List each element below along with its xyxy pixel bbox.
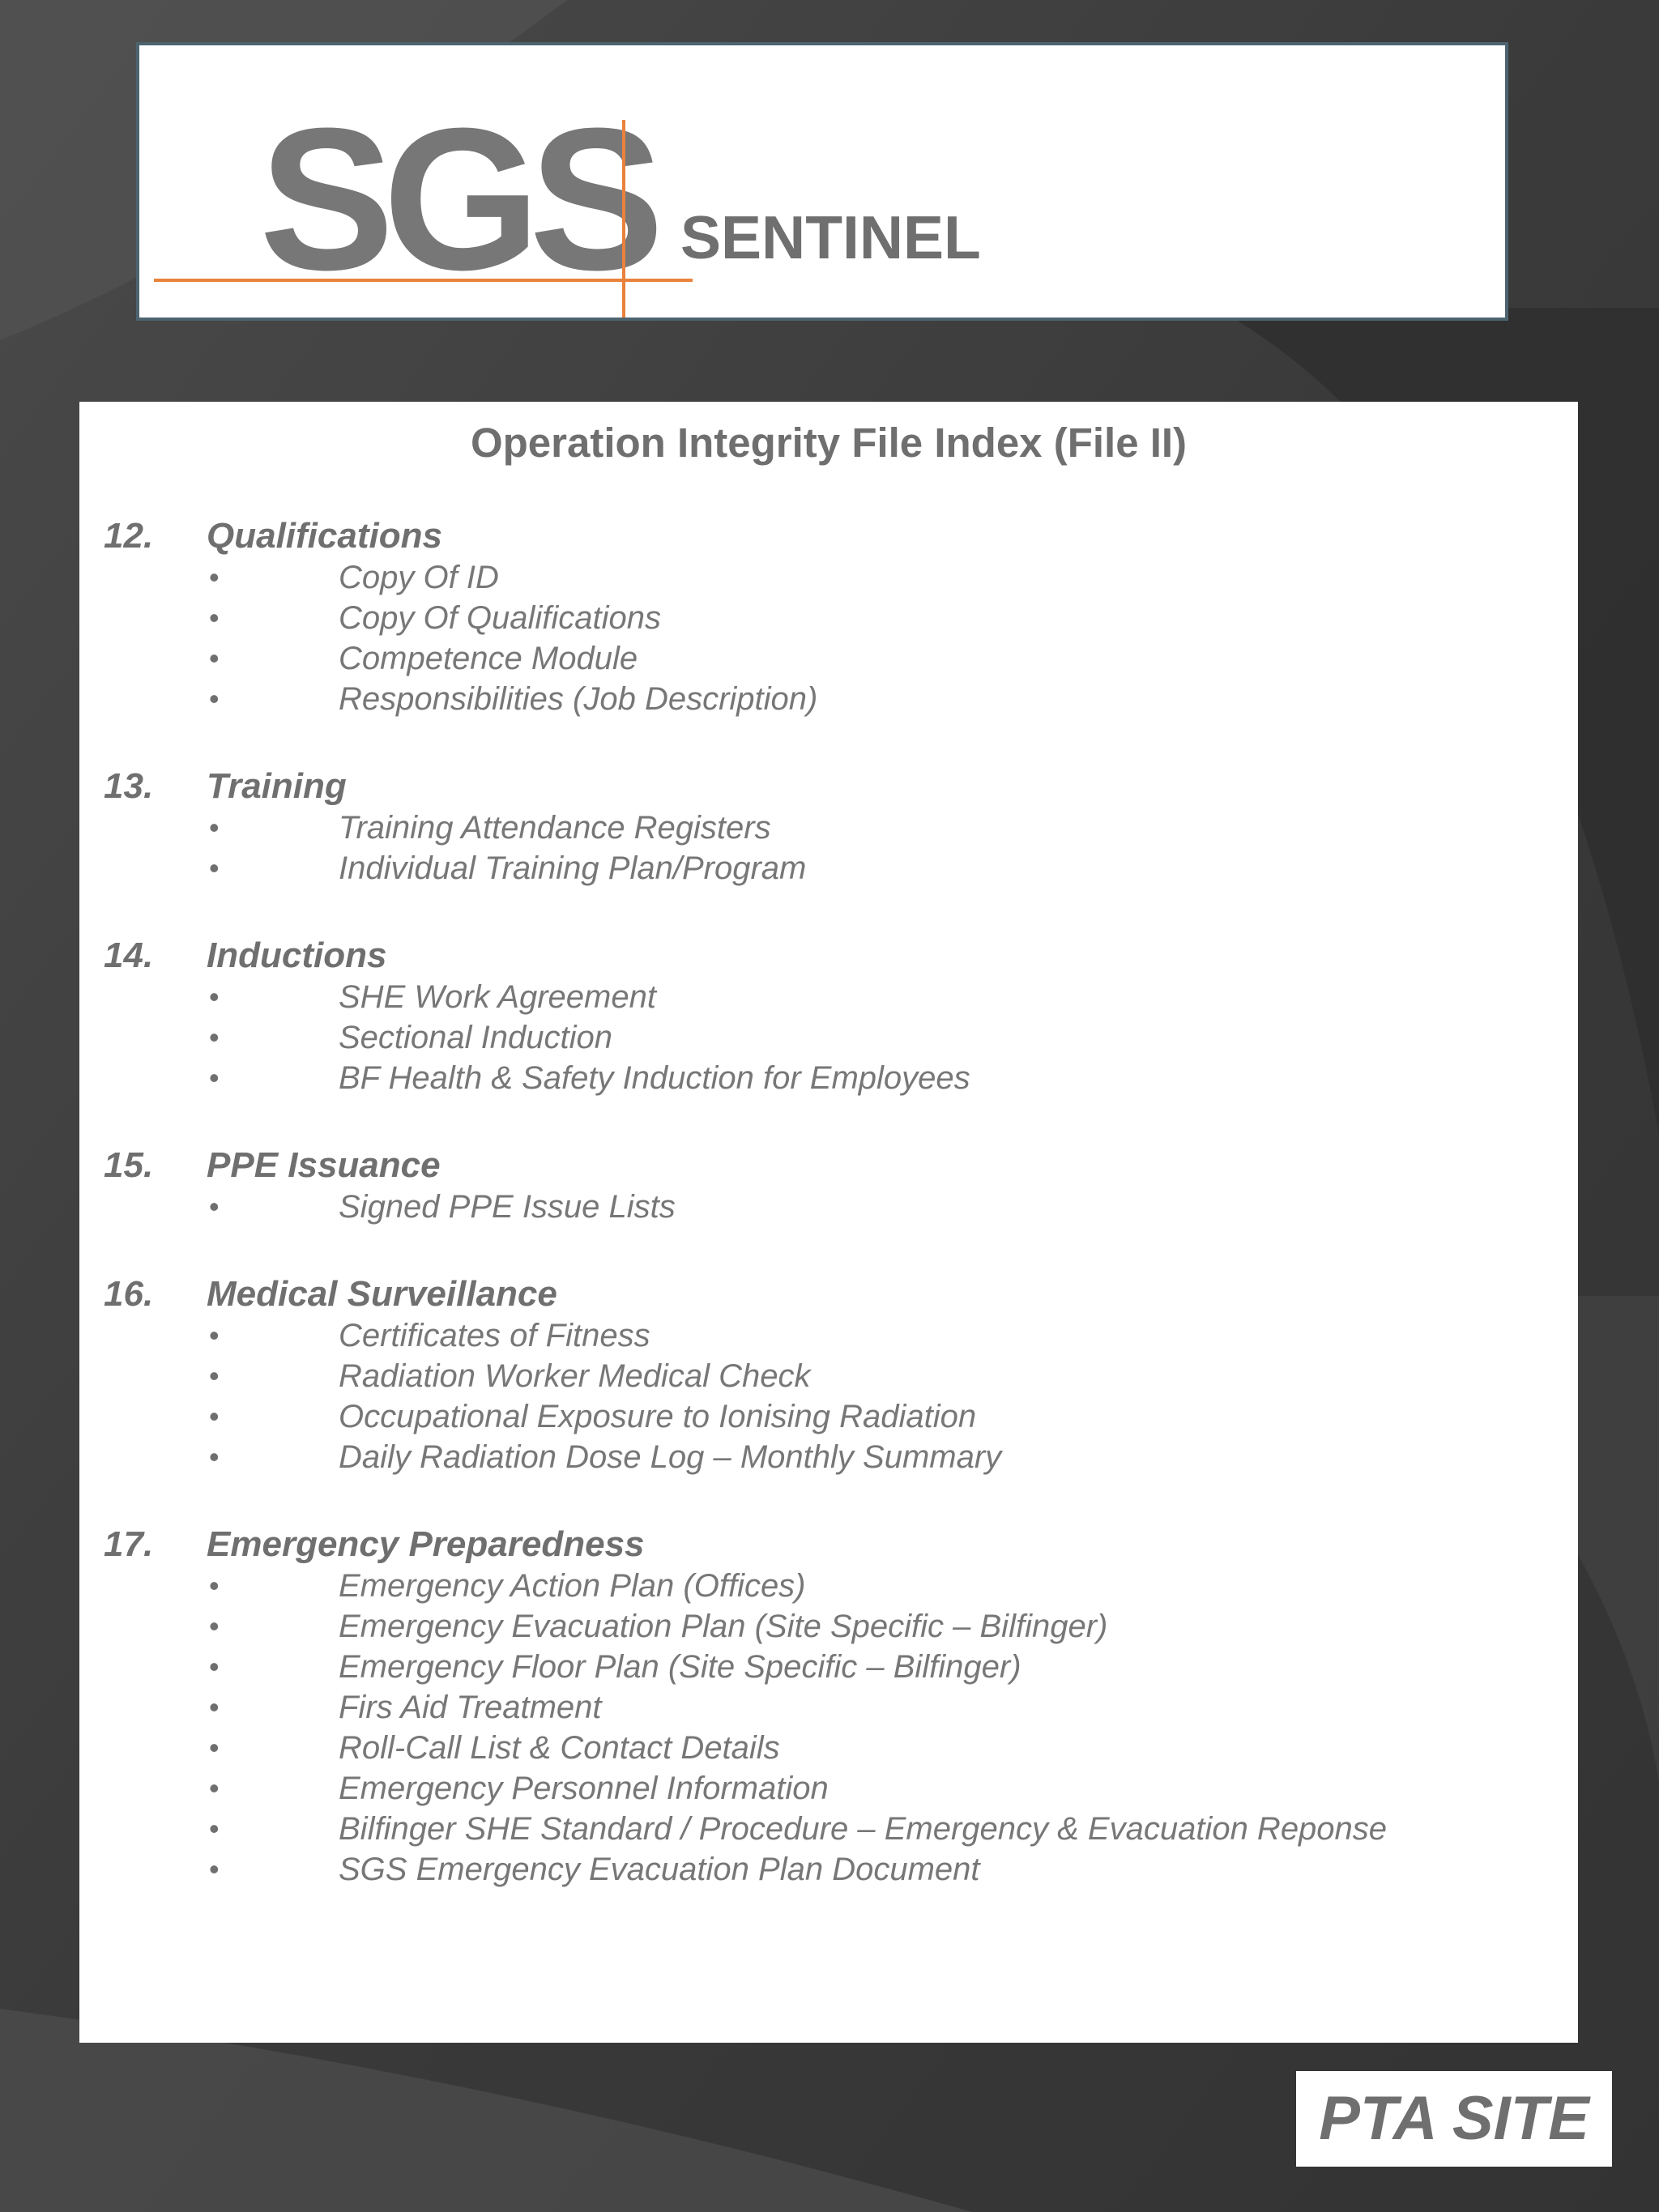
bullet-icon: •: [209, 601, 220, 634]
bullet-icon: •: [209, 560, 220, 594]
section-header: [79, 1524, 1578, 1566]
section-title: Qualifications: [207, 516, 442, 556]
list-item-text: Emergency Evacuation Plan (Site Specific – Bilfinger): [339, 1609, 1108, 1644]
index-section: [79, 1524, 1578, 1890]
list-item: [79, 1187, 1578, 1227]
list-item-text: Competence Module: [339, 641, 638, 676]
header-logo-box: [136, 42, 1508, 321]
section-number: 13.: [104, 766, 154, 806]
list-item-text: Certificates of Fitness: [339, 1318, 650, 1353]
sentinel-label: SENTINEL: [680, 203, 981, 271]
list-item: [79, 598, 1578, 638]
bullet-icon: •: [209, 1440, 220, 1473]
section-number: 14.: [104, 936, 154, 975]
list-item: [79, 557, 1578, 598]
bullet-icon: •: [209, 1359, 220, 1392]
logo-text: SGS: [259, 86, 653, 312]
list-item-text: Emergency Personnel Information: [339, 1771, 829, 1806]
bullet-icon: •: [209, 1569, 220, 1602]
list-item: [79, 848, 1578, 889]
list-item: [79, 977, 1578, 1017]
list-item: [79, 808, 1578, 848]
site-badge: [1296, 2071, 1612, 2167]
list-item-text: SGS Emergency Evacuation Plan Document: [339, 1852, 980, 1887]
list-item-text: Radiation Worker Medical Check: [339, 1358, 811, 1394]
section-title: Emergency Preparedness: [207, 1524, 645, 1564]
list-item-text: Sectional Induction: [339, 1020, 613, 1055]
bullet-icon: •: [209, 980, 220, 1013]
bullet-icon: •: [209, 1731, 220, 1764]
section-number: 17.: [104, 1524, 154, 1564]
list-item: [79, 1315, 1578, 1356]
index-section: [79, 1273, 1578, 1477]
index-section: [79, 515, 1578, 719]
section-header: [79, 935, 1578, 977]
bullet-icon: •: [209, 682, 220, 715]
list-item-text: Copy Of ID: [339, 560, 499, 595]
section-number: 15.: [104, 1145, 154, 1185]
list-item: [79, 1809, 1578, 1849]
bullet-icon: •: [209, 1690, 220, 1724]
list-item-text: Bilfinger SHE Standard / Procedure – Emergency & Evacuation Reponse: [339, 1811, 1388, 1847]
section-title: Inductions: [207, 936, 387, 975]
section-number: 16.: [104, 1274, 154, 1314]
list-item: [79, 679, 1578, 719]
section-title: PPE Issuance: [207, 1145, 441, 1185]
list-item: [79, 1017, 1578, 1058]
section-list: [79, 515, 1578, 1936]
list-item-text: Training Attendance Registers: [339, 810, 771, 846]
list-item: [79, 1356, 1578, 1396]
bullet-icon: •: [209, 1771, 220, 1805]
list-item-text: Individual Training Plan/Program: [339, 850, 807, 886]
index-section: [79, 1144, 1578, 1227]
bullet-icon: •: [209, 1400, 220, 1433]
list-item-text: SHE Work Agreement: [339, 979, 656, 1015]
list-item-text: Emergency Action Plan (Offices): [339, 1568, 806, 1604]
list-item-text: Responsibilities (Job Description): [339, 681, 818, 717]
list-item: [79, 638, 1578, 679]
list-item-text: Signed PPE Issue Lists: [339, 1189, 676, 1225]
list-item-text: Roll-Call List & Contact Details: [339, 1730, 780, 1766]
bullet-icon: •: [209, 1319, 220, 1352]
bullet-icon: •: [209, 1609, 220, 1643]
list-item: [79, 1058, 1578, 1098]
list-item: [79, 1849, 1578, 1890]
list-item: [79, 1437, 1578, 1477]
list-item-text: Firs Aid Treatment: [339, 1690, 602, 1725]
index-section: [79, 935, 1578, 1098]
list-item-text: Occupational Exposure to Ionising Radiation: [339, 1399, 977, 1434]
bullet-icon: •: [209, 1061, 220, 1094]
list-item-text: Emergency Floor Plan (Site Specific – Bilfinger): [339, 1649, 1021, 1685]
sgs-logo: [154, 75, 802, 318]
bullet-icon: •: [209, 851, 220, 884]
section-header: [79, 1144, 1578, 1187]
list-item-text: BF Health & Safety Induction for Employees: [339, 1060, 970, 1096]
bullet-icon: •: [209, 1190, 220, 1223]
list-item: [79, 1768, 1578, 1809]
bullet-icon: •: [209, 641, 220, 675]
list-item: [79, 1606, 1578, 1647]
section-header: [79, 515, 1578, 557]
section-header: [79, 1273, 1578, 1315]
page-title: Operation Integrity File Index (File II): [470, 420, 1188, 466]
bullet-icon: •: [209, 811, 220, 844]
content-panel: [79, 402, 1578, 2043]
bullet-icon: •: [209, 1852, 220, 1886]
list-item: [79, 1728, 1578, 1768]
section-header: [79, 765, 1578, 808]
section-number: 12.: [104, 516, 154, 556]
site-badge-label: PTA SITE: [1319, 2084, 1589, 2153]
index-section: [79, 765, 1578, 889]
section-title: Training: [207, 766, 347, 806]
bullet-icon: •: [209, 1021, 220, 1054]
list-item-text: Daily Radiation Dose Log – Monthly Summary: [339, 1439, 1002, 1475]
section-title: Medical Surveillance: [207, 1274, 557, 1314]
list-item: [79, 1687, 1578, 1728]
list-item-text: Copy Of Qualifications: [339, 600, 661, 636]
bullet-icon: •: [209, 1650, 220, 1683]
list-item: [79, 1647, 1578, 1687]
list-item: [79, 1566, 1578, 1606]
bullet-icon: •: [209, 1812, 220, 1845]
list-item: [79, 1396, 1578, 1437]
